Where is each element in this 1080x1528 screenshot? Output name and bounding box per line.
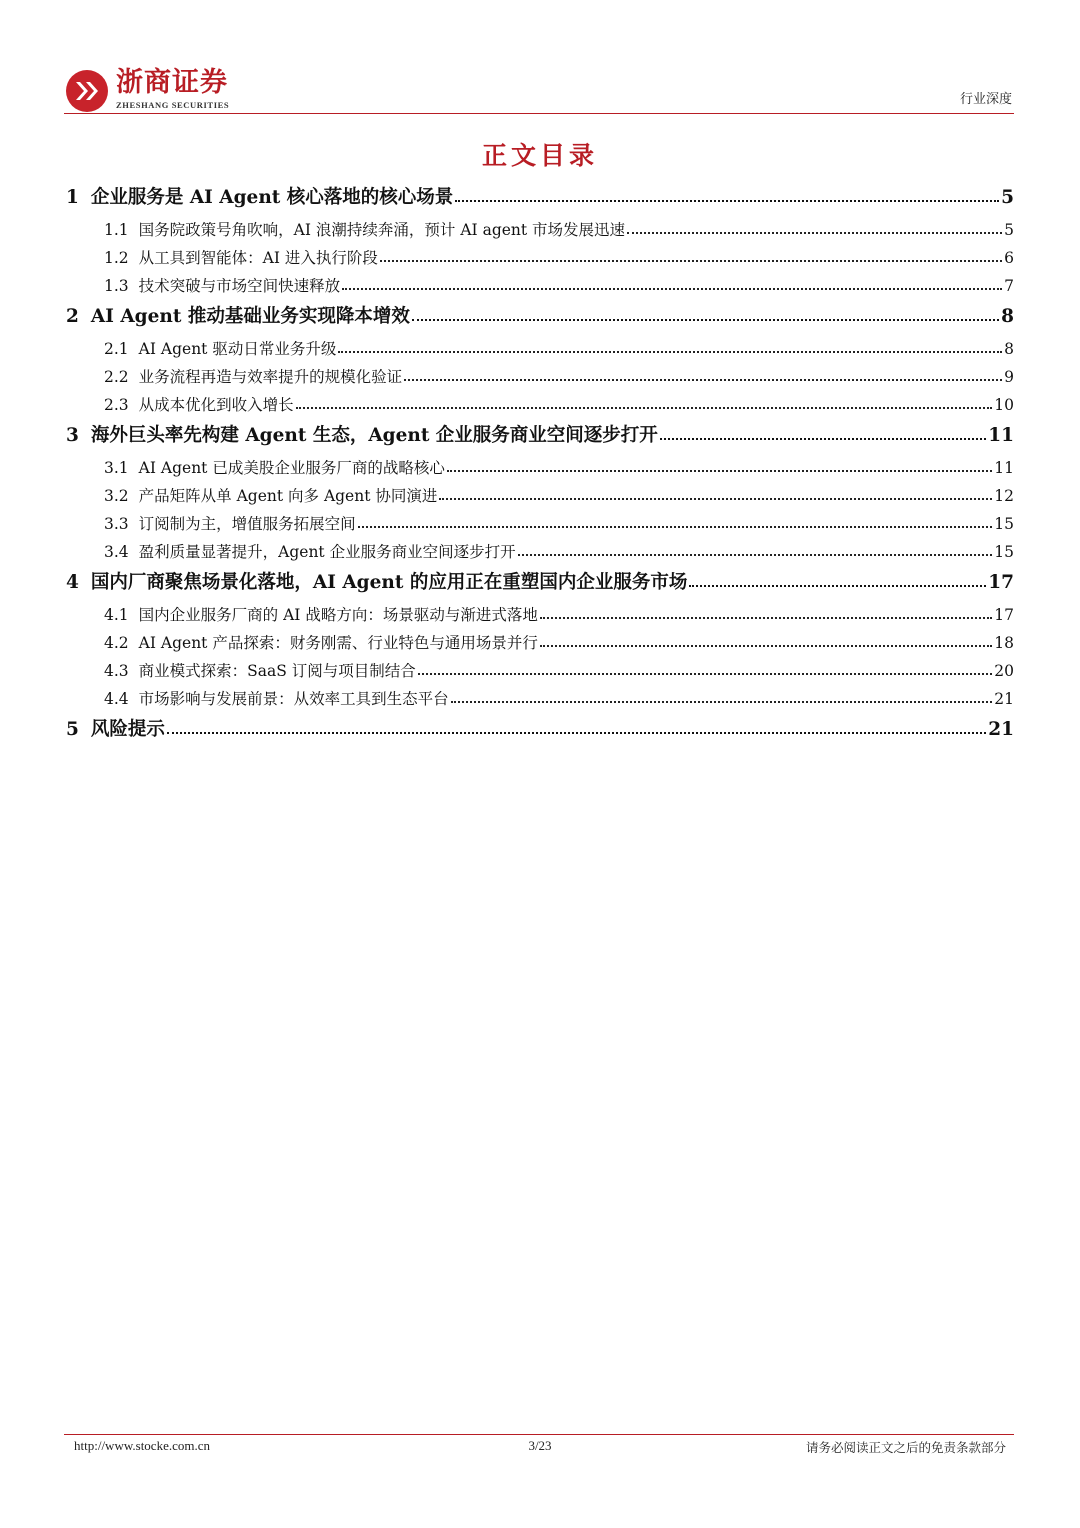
- toc-entry-number: 4.4: [104, 690, 129, 708]
- toc-entry-title: 盈利质量显著提升，Agent 企业服务商业空间逐步打开: [138, 543, 516, 561]
- toc-leader-dots: [380, 259, 1002, 262]
- toc-section-entry[interactable]: [66, 568, 1014, 594]
- toc-entry-page: 11: [994, 459, 1014, 477]
- toc-section-entry[interactable]: [66, 421, 1014, 447]
- toc-section-entry[interactable]: [66, 302, 1014, 328]
- toc-entry-title: AI Agent 驱动日常业务升级: [138, 340, 337, 358]
- toc-subsection-entry[interactable]: [66, 274, 1014, 296]
- toc-entry-number: 2.2: [104, 368, 129, 386]
- toc-entry-page: 5: [1004, 221, 1014, 239]
- toc-entry-page: 5: [1001, 187, 1014, 208]
- toc-leader-dots: [447, 469, 992, 472]
- toc-entry-title: 从工具到智能体：AI 进入执行阶段: [138, 249, 378, 267]
- toc-entry-number: 3.2: [104, 487, 129, 505]
- toc-subsection-entry[interactable]: [66, 603, 1014, 625]
- toc-subsection-entry[interactable]: [66, 218, 1014, 240]
- toc-entry-number: 4.3: [104, 662, 129, 680]
- toc-leader-dots: [451, 700, 993, 703]
- toc-subsection-entry[interactable]: [66, 659, 1014, 681]
- toc-entry-title: 风险提示: [90, 719, 165, 740]
- toc-subsection-entry[interactable]: [66, 631, 1014, 653]
- page-footer: [74, 1438, 1006, 1456]
- toc-entry-title: 国务院政策号角吹响，AI 浪潮持续奔涌，预计 AI agent 市场发展迅速: [138, 221, 626, 239]
- logo-english-name: ZHESHANG SECURITIES: [116, 100, 230, 110]
- toc-entry-page: 8: [1001, 306, 1014, 327]
- toc-leader-dots: [540, 644, 992, 647]
- toc-entry-number: 3.1: [104, 459, 129, 477]
- toc-leader-dots: [342, 287, 1002, 290]
- toc-subsection-entry[interactable]: [66, 540, 1014, 562]
- toc-entry-page: 21: [988, 719, 1014, 740]
- toc-entry-title: AI Agent 产品探索：财务刚需、行业特色与通用场景并行: [138, 634, 538, 652]
- toc-entry-page: 21: [994, 690, 1014, 708]
- toc-entry-page: 17: [994, 606, 1014, 624]
- toc-entry-title: 市场影响与发展前景：从效率工具到生态平台: [138, 690, 449, 708]
- toc-entry-title: 订阅制为主，增值服务拓展空间: [138, 515, 356, 533]
- toc-entry-page: 15: [994, 515, 1014, 533]
- toc-leader-dots: [167, 731, 986, 734]
- toc-entry-title: 产品矩阵从单 Agent 向多 Agent 协同演进: [138, 487, 438, 505]
- footer-disclaimer: 请务必阅读正文之后的免责条款部分: [805, 1440, 1006, 1455]
- toc-subsection-entry[interactable]: [66, 456, 1014, 478]
- toc-entry-number: 3.4: [104, 543, 129, 561]
- toc-entry-page: 8: [1004, 340, 1014, 358]
- toc-leader-dots: [338, 350, 1002, 353]
- toc-section-entry[interactable]: [66, 183, 1014, 209]
- toc-section-entry[interactable]: [66, 715, 1014, 741]
- toc-subsection-entry[interactable]: [66, 337, 1014, 359]
- toc-subsection-entry[interactable]: [66, 512, 1014, 534]
- document-type: 行业深度: [959, 92, 1012, 107]
- toc-entry-page: 18: [994, 634, 1014, 652]
- toc-entry-number: 4.1: [104, 606, 129, 624]
- toc-entry-page: 17: [988, 572, 1014, 593]
- footer-divider: [64, 1434, 1014, 1435]
- toc-entry-title: 国内厂商聚焦场景化落地，AI Agent 的应用正在重塑国内企业服务市场: [90, 572, 688, 593]
- toc-entry-number: 5: [66, 719, 79, 740]
- toc-entry-page: 11: [988, 425, 1014, 446]
- toc-subsection-entry[interactable]: [66, 246, 1014, 268]
- toc-entry-page: 9: [1004, 368, 1014, 386]
- toc-entry-number: 3.3: [104, 515, 129, 533]
- toc-leader-dots: [404, 378, 1002, 381]
- logo-chinese-name: 浙商证券: [116, 67, 228, 98]
- toc-entry-title: 技术突破与市场空间快速释放: [138, 277, 341, 295]
- toc-entry-page: 10: [994, 396, 1014, 414]
- toc-entry-title: 从成本优化到收入增长: [138, 396, 294, 414]
- toc-entry-number: 3: [66, 425, 79, 446]
- toc-leader-dots: [296, 406, 993, 409]
- page-number: 3/23: [528, 1438, 552, 1453]
- zheshang-logo-icon: [64, 68, 110, 114]
- toc-entry-number: 4: [66, 572, 79, 593]
- toc-entry-title: AI Agent 已成美股企业服务厂商的战略核心: [138, 459, 445, 477]
- toc-leader-dots: [418, 672, 992, 675]
- toc-entry-number: 1.3: [104, 277, 129, 295]
- company-logo: [64, 68, 229, 116]
- toc-leader-dots: [660, 437, 986, 440]
- toc-leader-dots: [689, 584, 986, 587]
- toc-entry-number: 1: [66, 187, 79, 208]
- toc-entry-number: 1.2: [104, 249, 129, 267]
- toc-leader-dots: [358, 525, 993, 528]
- toc-leader-dots: [518, 553, 993, 556]
- toc-entry-title: 业务流程再造与效率提升的规模化验证: [138, 368, 403, 386]
- toc-entry-title: AI Agent 推动基础业务实现降本增效: [90, 306, 410, 327]
- toc-leader-dots: [412, 318, 999, 321]
- logo-text: [116, 68, 229, 110]
- toc-entry-number: 2: [66, 306, 79, 327]
- toc-entry-number: 4.2: [104, 634, 129, 652]
- toc-entry-number: 1.1: [104, 221, 129, 239]
- header-divider: [64, 113, 1014, 114]
- toc-leader-dots: [439, 497, 992, 500]
- toc-entry-number: 2.3: [104, 396, 129, 414]
- footer-url[interactable]: http://www.stocke.com.cn: [74, 1438, 210, 1453]
- toc-subsection-entry[interactable]: [66, 365, 1014, 387]
- toc-subsection-entry[interactable]: [66, 687, 1014, 709]
- page-header: [64, 64, 1014, 116]
- toc-title: 正文目录: [481, 141, 598, 170]
- toc-entry-page: 6: [1004, 249, 1014, 267]
- toc-entry-title: 国内企业服务厂商的 AI 战略方向：场景驱动与渐进式落地: [138, 606, 538, 624]
- toc-entry-title: 企业服务是 AI Agent 核心落地的核心场景: [90, 187, 454, 208]
- toc-entry-page: 7: [1004, 277, 1014, 295]
- toc-entry-title: 商业模式探索：SaaS 订阅与项目制结合: [138, 662, 416, 680]
- toc-leader-dots: [627, 231, 1002, 234]
- toc-entry-number: 2.1: [104, 340, 129, 358]
- toc-entry-page: 15: [994, 543, 1014, 561]
- toc-leader-dots: [455, 199, 999, 202]
- toc-entry-title: 海外巨头率先构建 Agent 生态，Agent 企业服务商业空间逐步打开: [90, 425, 658, 446]
- toc-leader-dots: [540, 616, 992, 619]
- toc-entry-page: 20: [994, 662, 1014, 680]
- toc-subsection-entry[interactable]: [66, 484, 1014, 506]
- toc-entry-page: 12: [994, 487, 1014, 505]
- toc-subsection-entry[interactable]: [66, 393, 1014, 415]
